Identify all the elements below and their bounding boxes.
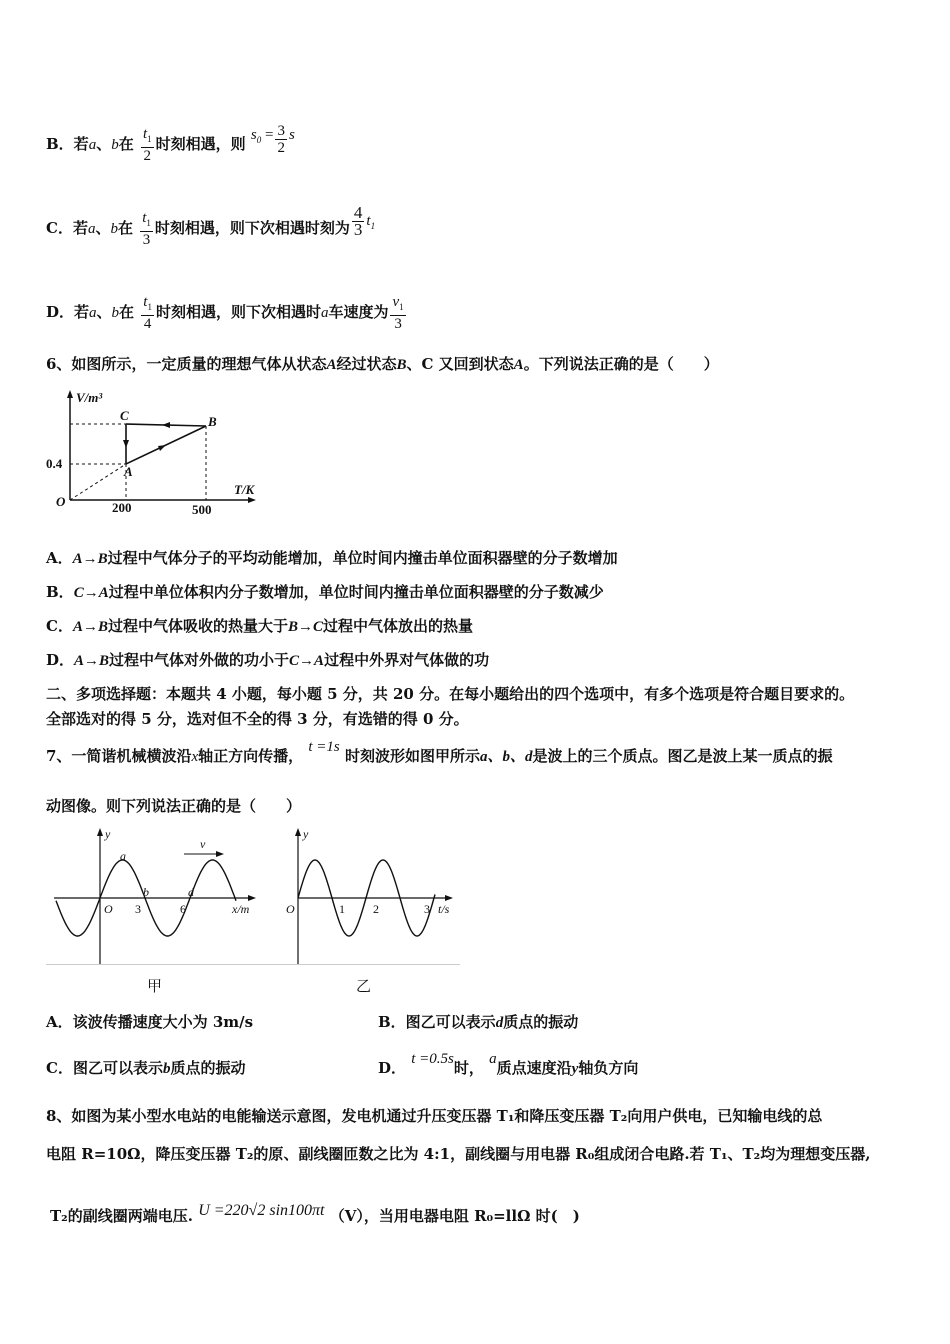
point-a-label: A <box>124 464 133 479</box>
q5b-prefix: B．若 <box>46 135 89 153</box>
origin-label: O <box>56 494 66 509</box>
x-tick-500: 500 <box>192 502 212 517</box>
var-a: a <box>88 137 97 153</box>
fraction-t1-over-2: $\frac{t_1}{2}$ <box>142 126 152 164</box>
x-axis-label: x/m <box>232 902 250 916</box>
caption-yi: 乙 <box>356 977 372 995</box>
x-axis-label: t/s <box>438 902 450 916</box>
q5c-text: 时刻相遇，则下次相遇时刻为 <box>154 219 350 237</box>
sep: 、 <box>95 219 111 237</box>
tick-6: 6 <box>180 902 186 916</box>
q7-stem-line2: 动图像。则下列说法正确的是（ ） <box>46 797 302 815</box>
q8-line2: 电阻 R=10Ω，降压变压器 T₂的原、副线圈匝数之比为 4:1，副线圈与用电器 R₀组成闭合电路.若 T₁、T₂均为理想变压器, <box>46 1145 871 1163</box>
tick-3: 3 <box>135 902 141 916</box>
fraction-4-over-3: $\frac{4}{3}$ <box>353 202 363 239</box>
var-a: a <box>87 221 96 237</box>
fraction-t1-over-3: $\frac{t_1}{3}$ <box>142 210 151 248</box>
point-b-label: B <box>208 414 217 429</box>
point-c-label: C <box>120 408 129 423</box>
q6-option-c[interactable]: C．A→B过程中气体吸收的热量大于B→C过程中气体放出的热量 <box>46 617 474 635</box>
q5d-text: 时刻相遇，则下次相遇时 <box>155 303 321 321</box>
q6-stem: 6、如图所示，一定质量的理想气体从状态A经过状态B、C 又回到状态A。下列说法正确的是（ ） <box>46 355 719 373</box>
q8-line3: T₂的副线圈两端电压. U =220√2 sin100πt （V），当用电器电阻 R₀=llΩ 时( ) <box>50 1202 580 1225</box>
q6-option-d[interactable]: D．A→B过程中气体对外做的功小于C→A过程中外界对气体做的功 <box>46 651 490 669</box>
var-b: b <box>110 221 118 237</box>
q8-line1: 8、如图为某小型水电站的电能输送示意图，发电机通过升压变压器 T₁和降压变压器 T₂向用户供电，已知输电线的总 <box>46 1107 823 1125</box>
tick-3: 3 <box>424 902 430 916</box>
x-axis-label: T/K <box>234 482 255 497</box>
y-label: y <box>303 827 309 841</box>
s0: $s_0$ = <box>250 127 274 145</box>
time-t1s: t =1s <box>308 739 340 755</box>
vt-graph <box>46 388 266 518</box>
sep: 、 <box>96 135 112 153</box>
var-b: b <box>111 137 119 153</box>
mid: 在 <box>117 219 133 237</box>
q5-option-d[interactable] <box>46 294 408 332</box>
x-tick-200: 200 <box>112 500 132 515</box>
voltage-formula: U =220√2 sin100πt <box>198 1202 325 1219</box>
figure-baseline <box>46 964 460 965</box>
origin: O <box>104 902 113 916</box>
var-b: b <box>111 305 120 321</box>
velocity-label: v <box>200 837 206 851</box>
fraction-t1-over-4: $\frac{t_1}{4}$ <box>143 294 152 332</box>
tick-1: 1 <box>339 902 345 916</box>
q7-option-b[interactable]: B．图乙可以表示d质点的振动 <box>378 1013 579 1031</box>
q7-option-d[interactable]: D． t =0.5s时， a质点速度沿y轴负方向 <box>378 1051 639 1077</box>
q5c-prefix: C．若 <box>46 219 88 237</box>
var-a: a <box>89 305 97 321</box>
var-s: s <box>288 127 295 143</box>
q7-stem-line1: 7、一简谐机械横波沿x轴正方向传播， t =1s 时刻波形如图甲所示a、b、d是波上的三个质点。图乙是波上某一质点的振 <box>46 739 833 765</box>
origin: O <box>286 902 295 916</box>
y-axis-label: V/m³ <box>76 390 103 405</box>
t1: $t_1$ <box>366 213 376 231</box>
caption-jia: 甲 <box>147 977 163 995</box>
section2-line2: 全部选对的得 5 分，选对但不全的得 3 分，有选错的得 0 分。 <box>46 710 469 728</box>
q5d-text2: 车速度为 <box>328 303 389 321</box>
var-a: a <box>320 305 329 321</box>
point-b: b <box>143 885 149 899</box>
q7-option-a[interactable]: A．该波传播速度大小为 3m/s <box>46 1013 254 1031</box>
q6-option-b[interactable]: B．C→A过程中单位体积内分子数增加，单位时间内撞击单位面积器壁的分子数减少 <box>46 583 604 601</box>
fraction-v1-over-3: $\frac{v_1}{3}$ <box>392 294 404 332</box>
y-tick-04: 0.4 <box>46 456 63 471</box>
q5-option-b[interactable] <box>46 122 295 164</box>
q6-option-a[interactable]: A．A→B过程中气体分子的平均动能增加，单位时间内撞击单位面积器壁的分子数增加 <box>46 549 618 567</box>
mid: 在 <box>118 135 134 153</box>
section2-line1: 二、多项选择题：本题共 4 小题，每小题 5 分，共 20 分。在每小题给出的四个选项中，有多个选项是符合题目要求的。 <box>46 685 855 703</box>
q5-option-c[interactable] <box>46 202 376 248</box>
point-a: a <box>120 849 126 863</box>
time-t05s: t =0.5s <box>411 1051 454 1067</box>
y-label: y <box>105 827 111 841</box>
wave-graph-jia <box>46 826 261 971</box>
tick-2: 2 <box>373 902 379 916</box>
q5d-prefix: D．若 <box>46 303 90 321</box>
vibration-graph-yi <box>280 826 460 971</box>
sep: 、 <box>96 303 112 321</box>
point-d: d <box>188 885 194 899</box>
mid: 在 <box>119 303 135 321</box>
q5b-text: 时刻相遇，则 <box>155 135 246 153</box>
fraction-3-over-2: $\frac{3}{2}$ <box>277 122 285 156</box>
q7-option-c[interactable]: C．图乙可以表示b质点的振动 <box>46 1059 246 1077</box>
